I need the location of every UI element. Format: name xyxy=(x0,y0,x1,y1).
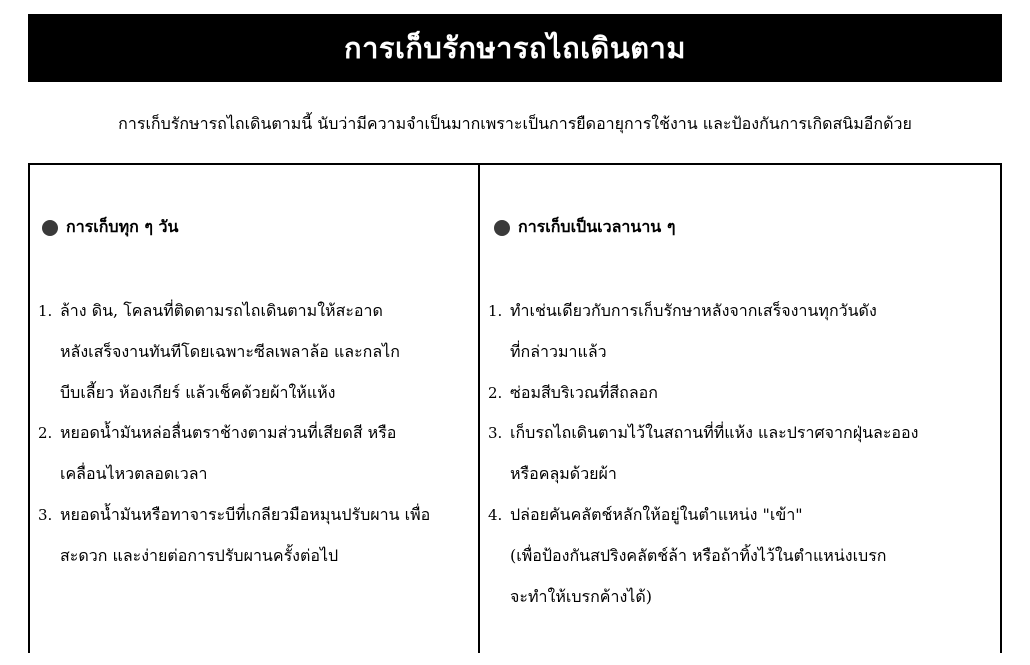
list-item xyxy=(488,373,994,414)
item-line: ซ่อมสีบริเวณที่สีถลอก xyxy=(510,382,658,402)
list-item xyxy=(38,495,472,577)
item-line: หยอดน้ำมันหล่อลื่นตราช้างตามส่วนที่เสียดสี หรือ xyxy=(60,423,397,443)
long-term-care-list xyxy=(488,291,994,617)
item-number: 1. xyxy=(488,302,503,320)
daily-care-column xyxy=(30,165,480,653)
list-item xyxy=(488,413,994,495)
item-line: ที่กล่าวมาแล้ว xyxy=(510,341,607,361)
item-line: (เพื่อป้องกันสปริงคลัตช์ล้า หรือถ้าทิ้งไว้ในตำแหน่งเบรก xyxy=(510,545,887,565)
page-title: การเก็บรักษารถไถเดินตาม xyxy=(344,31,686,65)
list-item xyxy=(38,413,472,495)
long-term-care-heading-label: การเก็บเป็นเวลานาน ๆ xyxy=(518,217,676,236)
daily-care-list xyxy=(38,291,472,577)
daily-care-heading-label: การเก็บทุก ๆ วัน xyxy=(66,217,179,236)
list-item xyxy=(38,291,472,413)
bullet-icon xyxy=(494,220,510,236)
item-line: หลังเสร็จงานทันทีโดยเฉพาะซีลเพลาล้อ และกลไก xyxy=(60,341,400,361)
bullet-icon xyxy=(42,220,58,236)
long-term-care-heading xyxy=(494,215,675,240)
item-line: สะดวก และง่ายต่อการปรับผานครั้งต่อไป xyxy=(60,545,339,565)
long-term-care-column xyxy=(480,165,1000,653)
item-number: 2. xyxy=(38,424,53,443)
item-number: 3. xyxy=(38,505,53,524)
care-table xyxy=(28,163,1002,653)
item-line: จะทำให้เบรกค้างได้) xyxy=(510,586,652,606)
item-line: เคลื่อนไหวตลอดเวลา xyxy=(60,464,208,484)
item-number: 1. xyxy=(38,302,53,320)
title-banner xyxy=(28,14,1002,82)
item-line: หรือคลุมด้วยผ้า xyxy=(510,464,617,484)
intro-text: การเก็บรักษารถไถเดินตามนี้ นับว่ามีความจำเป็นมากเพราะเป็นการยืดอายุการใช้งาน และป้องกันการเกิดสนิมอีกด้วย xyxy=(118,114,912,133)
item-line: บีบเลี้ยว ห้องเกียร์ แล้วเช็คด้วยผ้าให้แห้ง xyxy=(60,382,336,402)
list-item xyxy=(488,291,994,373)
item-number: 2. xyxy=(488,383,503,402)
item-number: 4. xyxy=(488,505,503,524)
item-line: เก็บรถไถเดินตามไว้ในสถานที่ที่แห้ง และปราศจากฝุ่นละออง xyxy=(510,423,919,443)
item-line: ปล่อยคันคลัตช์หลักให้อยู่ในตำแหน่ง "เข้า" xyxy=(510,504,803,524)
list-item xyxy=(488,495,994,617)
item-line: ทำเช่นเดียวกับการเก็บรักษาหลังจากเสร็จงานทุกวันดัง xyxy=(510,301,877,320)
item-number: 3. xyxy=(488,424,503,443)
daily-care-heading xyxy=(42,215,178,240)
item-line: หยอดน้ำมันหรือทาจาระบีที่เกลียวมือหมุนปรับผาน เพื่อ xyxy=(60,504,431,524)
item-line: ล้าง ดิน, โคลนที่ติดตามรถไถเดินตามให้สะอาด xyxy=(60,301,383,320)
